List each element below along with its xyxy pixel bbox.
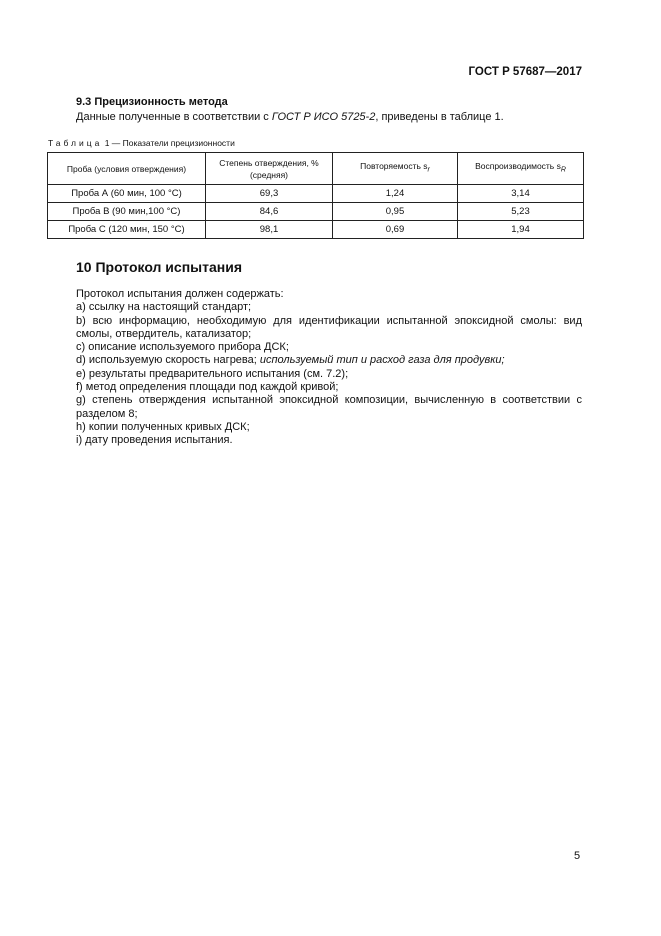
cell-sample: Проба С (120 мин, 150 °С) [48,221,206,239]
cell-repeatability: 1,24 [333,185,458,203]
cell-cure-degree: 98,1 [206,221,333,239]
list-item: f) метод определения площади под каждой кривой; [76,381,339,394]
para-standard-reference: ГОСТ Р ИСО 5725-2 [271,111,376,123]
protocol-intro: Протокол испытания должен содержать: [76,288,284,300]
list-item-text: d) используемую скорость нагрева; [76,354,260,367]
precision-table [47,152,584,239]
section-9-3-paragraph [76,111,504,123]
header-repeatability [333,153,458,185]
list-item: а) ссылку на настоящий стандарт; [76,301,252,314]
header-reproducibility-sub: R [560,166,566,174]
para-text-before: Данные полученные в соответствии с [76,111,272,123]
cell-cure-degree: 69,3 [206,185,333,203]
header-repeatability-sub: r [427,166,430,174]
cell-reproducibility: 3,14 [458,185,584,203]
header-repeatability-text: Повторяемость s [360,161,428,172]
cell-repeatability: 0,69 [333,221,458,239]
list-item: b) всю информацию, необходимую для идентификации испытанной эпоксидной смолы: вид [76,314,582,327]
header-cure-degree: Степень отверждения, % (средняя) [206,153,333,185]
header-reproducibility [458,153,584,185]
para-text-after: , приведены в таблице 1. [375,111,504,123]
cell-repeatability: 0,95 [333,203,458,221]
section-9-3-title: 9.3 Прецизионность метода [76,96,228,108]
table-row [48,221,584,239]
cell-cure-degree: 84,6 [206,203,333,221]
list-item [76,354,582,367]
document-header: ГОСТ Р 57687—2017 [468,66,582,78]
cell-sample: Проба А (60 мин, 100 °С) [48,185,206,203]
page-number: 5 [574,850,581,862]
header-sample: Проба (условия отверждения) [48,153,206,185]
table-caption [48,138,235,148]
list-item-italic-text: используемый тип и расход газа для продувки; [259,354,505,367]
table-row [48,185,584,203]
list-item-continuation: разделом 8; [76,407,138,420]
list-item: с) описание используемого прибора ДСК; [76,341,289,354]
list-item: i) дату проведения испытания. [76,434,233,447]
table-caption-text: 1 — Показатели прецизионности [102,138,235,148]
cell-sample: Проба В (90 мин,100 °С) [48,203,206,221]
list-item-continuation: смолы, отвердитель, катализатор; [76,327,252,340]
table-caption-label: Таблица [48,138,103,148]
list-item: h) копии полученных кривых ДСК; [76,420,250,433]
protocol-list [76,288,582,448]
list-item: g) степень отверждения испытанной эпоксидной композиции, вычисленную в соответствии с [76,394,582,407]
header-reproducibility-text: Воспроизводимость s [475,161,561,172]
table-row [48,203,584,221]
cell-reproducibility: 1,94 [458,221,584,239]
section-10-title: 10 Протокол испытания [76,259,242,275]
table-header-row [48,153,584,185]
list-item: е) результаты предварительного испытания (см. 7.2); [76,367,349,380]
cell-reproducibility: 5,23 [458,203,584,221]
